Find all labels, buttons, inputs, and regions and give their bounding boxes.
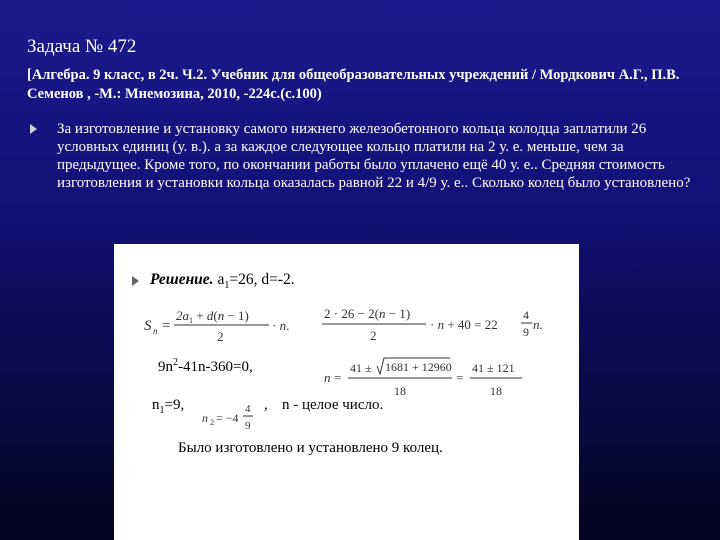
svg-text:1681 + 12960: 1681 + 12960 (385, 360, 452, 374)
svg-text:S: S (144, 318, 152, 334)
root-n1: $n_1=9$, (152, 397, 185, 416)
svg-text:=: = (456, 370, 464, 385)
solution-label: Решение. (150, 271, 214, 288)
svg-text:9: 9 (523, 325, 529, 339)
svg-text:18: 18 (394, 384, 406, 398)
svg-text:2 · 26 − 2(n − 1): 2 · 26 − 2(n − 1) (324, 306, 411, 321)
svg-text:2: 2 (210, 418, 214, 427)
svg-text:n.: n. (533, 317, 543, 332)
slide-title: Задача № 472 (27, 36, 137, 57)
svg-text:2a1 + d(n − 1): $2a_1 + d(n - 1)$ (176, 308, 249, 325)
svg-text:n: n (202, 411, 208, 425)
solution-panel (114, 244, 579, 540)
svg-text:41 ± 121: 41 ± 121 (472, 361, 515, 375)
bullet-arrow-icon (132, 276, 139, 286)
separator-comma: , (264, 397, 268, 413)
integer-note: n - целое число. (282, 397, 384, 413)
svg-text:· n.: · n. (272, 318, 290, 333)
svg-text:= −4: = −4 (216, 411, 239, 425)
root-formula-image (322, 354, 552, 402)
svg-text:2: 2 (370, 328, 377, 343)
svg-text:9: 9 (245, 420, 251, 432)
svg-text:n: n (324, 370, 331, 385)
svg-text:=: = (162, 318, 171, 334)
svg-text:n: n (153, 326, 158, 336)
given-values: $a_1=26$, d=-2. (217, 271, 295, 292)
task-body: За изготовление и установку самого нижнего железобетонного кольца колодца заплатили 26 условных единиц (у. в.). а за каждое следующее кольцо платили на 2 у. е. меньше, чем за предыдущее. Кроме того, по окончании работы было уплачено ещё 40 у. е.. Средняя стоимость изготовления и установки кольца оказалась равной 22 и 4/9 у. е.. Сколько колец было установлено? (57, 121, 691, 191)
task-text (57, 120, 697, 192)
source-citation: [Алгебра. 9 класс, в 2ч. Ч.2. Учебник для общеобразовательных учреждений / Мордкович А.Г., П.В. Семенов , -М.: Мнемозина, 2010, -224с.(с.100) (27, 67, 680, 102)
quadratic-equation: $9n^2-41n-360=0$, (158, 357, 253, 375)
svg-text:4: 4 (523, 308, 529, 322)
solution-header (150, 271, 295, 291)
svg-text:18: 18 (490, 384, 502, 398)
answer-text: Было изготовлено и установлено 9 колец. (178, 440, 443, 456)
svg-text:2: 2 (217, 329, 224, 344)
svg-text:4: 4 (245, 403, 251, 415)
sum-formula-image (142, 304, 312, 346)
svg-text:41 ±: 41 ± (350, 361, 372, 375)
equation-formula-image (322, 300, 552, 348)
bullet-arrow-icon (30, 124, 37, 134)
svg-text:=: = (334, 370, 342, 385)
root-n2-image (202, 394, 262, 440)
svg-text:· n + 40 = 22: · n + 40 = 22 (430, 317, 498, 332)
